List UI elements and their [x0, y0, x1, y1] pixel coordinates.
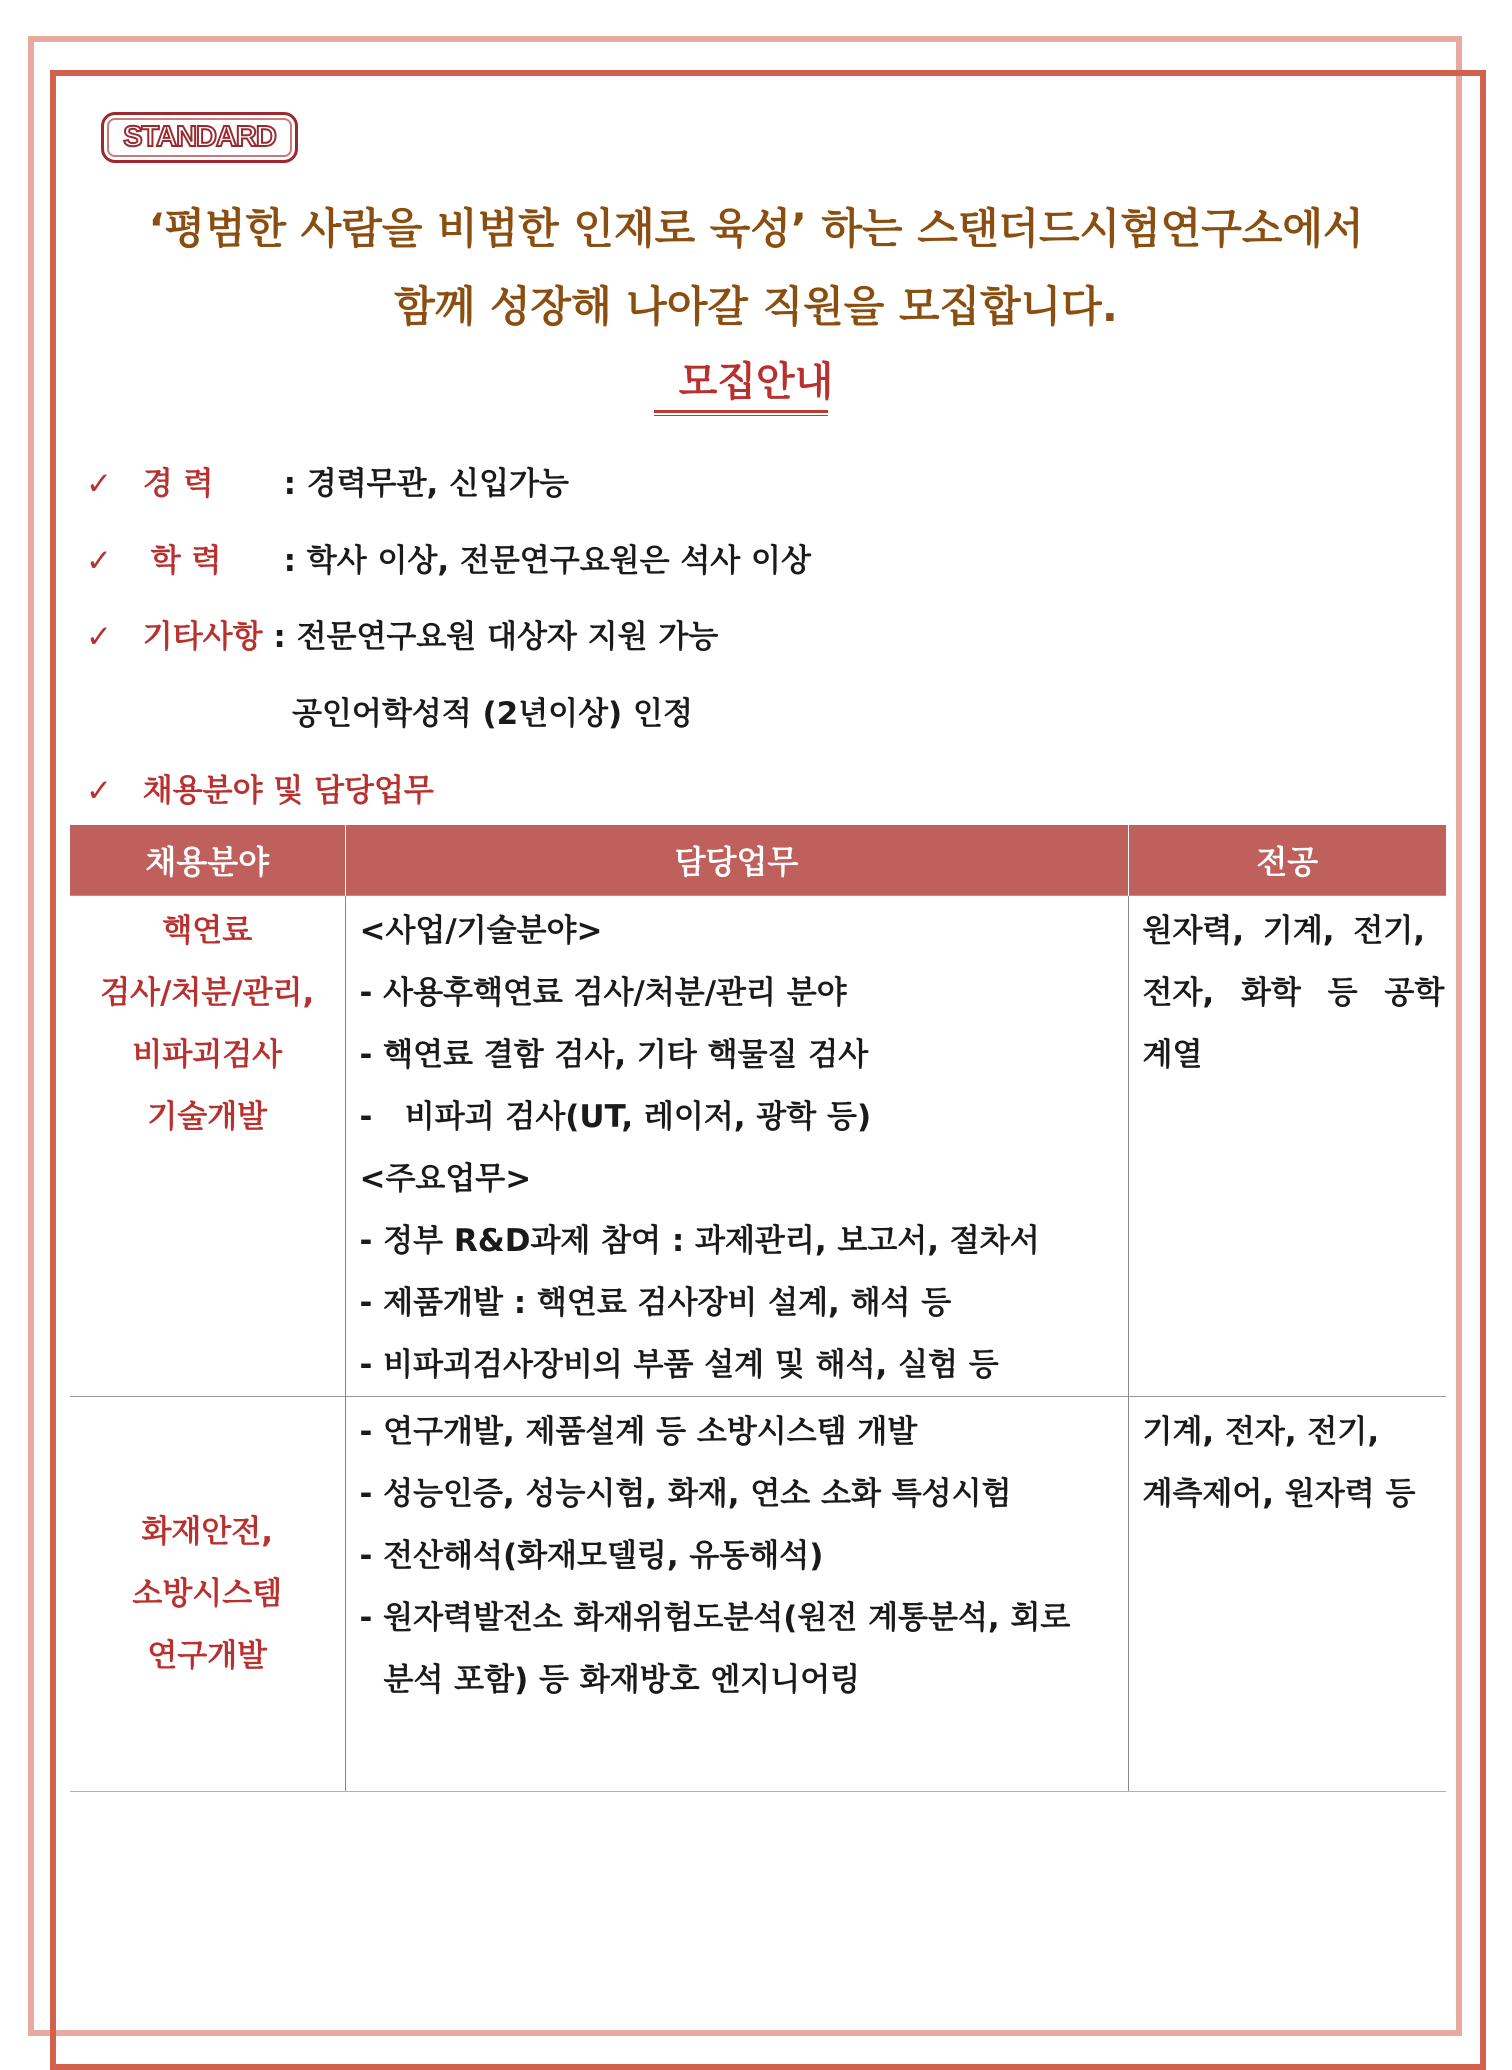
other-item	[86, 611, 718, 656]
major-line: 기계, 전자, 전기,	[1142, 1414, 1380, 1450]
duty-line: - 비파괴검사장비의 부품 설계 및 해석, 실험 등	[359, 1347, 999, 1383]
notice-title-underline	[654, 410, 828, 413]
check-icon: ✓	[86, 543, 112, 579]
fields-item	[86, 765, 434, 810]
duty-line: - 연구개발, 제품설계 등 소방시스템 개발	[359, 1414, 918, 1450]
duty-line: <주요업무>	[359, 1161, 532, 1197]
header-field: 채용분야	[70, 825, 345, 896]
duty-line: - 사용후핵연료 검사/처분/관리 분야	[359, 975, 847, 1011]
field-line: 기술개발	[147, 1099, 268, 1135]
major-line: 전자, 화학 등 공학	[1142, 975, 1445, 1011]
major-line: 계열	[1142, 1037, 1203, 1073]
major-cell	[1128, 1397, 1446, 1792]
recruit-table	[70, 825, 1446, 1792]
education-label	[143, 535, 273, 580]
experience-item	[86, 458, 569, 503]
major-cell	[1128, 896, 1446, 1397]
education-item	[86, 535, 811, 580]
headline-line-2: 함께 성장해 나아갈 직원을 모집합니다.	[394, 282, 1118, 331]
field-line: 소방시스템	[132, 1575, 283, 1612]
standard-logo	[101, 112, 298, 163]
field-line: 연구개발	[147, 1637, 268, 1674]
logo-text: STANDARD	[123, 121, 276, 153]
education-label-char-1: 학	[150, 543, 181, 579]
field-line: 핵연료	[162, 913, 253, 949]
duties-cell	[345, 1397, 1128, 1792]
field-line: 검사/처분/관리,	[100, 975, 315, 1011]
experience-value: : 경력무관, 신입가능	[283, 466, 569, 502]
notice-title: 모집안내	[678, 359, 834, 405]
duty-line: - 핵연료 결함 검사, 기타 핵물질 검사	[359, 1037, 869, 1073]
fields-label: 채용분야 및 담당업무	[142, 773, 434, 809]
check-icon: ✓	[86, 619, 112, 655]
duty-line: - 성능인증, 성능시험, 화재, 연소 소화 특성시험	[359, 1476, 1012, 1512]
other-label: 기타사항	[142, 619, 263, 655]
table-row	[70, 1397, 1446, 1792]
field-cell	[70, 1397, 345, 1792]
duty-line: 분석 포함) 등 화재방호 엔지니어링	[383, 1662, 861, 1698]
duty-line: <사업/기술분야>	[359, 913, 603, 949]
duty-line: - 원자력발전소 화재위험도분석(원전 계통분석, 회로	[359, 1600, 1071, 1636]
duty-line: - 정부 R&D과제 참여 : 과제관리, 보고서, 절차서	[359, 1223, 1040, 1259]
major-line: 원자력, 기계, 전기,	[1142, 913, 1426, 949]
check-icon: ✓	[86, 773, 112, 809]
field-line: 화재안전,	[141, 1513, 274, 1550]
other-value-extra: 공인어학성적 (2년이상) 인정	[292, 696, 693, 732]
header-major: 전공	[1128, 825, 1446, 896]
duty-line: - 비파괴 검사(UT, 레이저, 광학 등)	[359, 1099, 872, 1135]
other-value: : 전문연구요원 대상자 지원 가능	[273, 619, 719, 655]
education-label-char-2: 력	[191, 543, 222, 579]
check-icon: ✓	[86, 466, 112, 502]
experience-label	[143, 458, 273, 503]
field-line: 비파괴검사	[132, 1037, 283, 1073]
experience-label-char-2: 력	[183, 466, 214, 502]
duty-line: - 제품개발 : 핵연료 검사장비 설계, 해석 등	[359, 1285, 952, 1321]
major-line: 계측제어, 원자력 등	[1142, 1476, 1416, 1512]
experience-label-char-1: 경	[142, 466, 173, 502]
notice-title-underline-thin	[654, 415, 828, 416]
duties-cell	[345, 896, 1128, 1397]
headline-line-1: ‘평범한 사람을 비범한 인재로 육성’ 하는 스탠더드시험연구소에서	[148, 204, 1364, 253]
education-value: : 학사 이상, 전문연구요원은 석사 이상	[283, 543, 811, 579]
table-row	[70, 896, 1446, 1397]
duty-line: - 전산해석(화재모델링, 유동해석)	[359, 1538, 824, 1574]
table-header-row	[70, 825, 1446, 896]
field-cell	[70, 896, 345, 1397]
header-duties: 담당업무	[345, 825, 1128, 896]
